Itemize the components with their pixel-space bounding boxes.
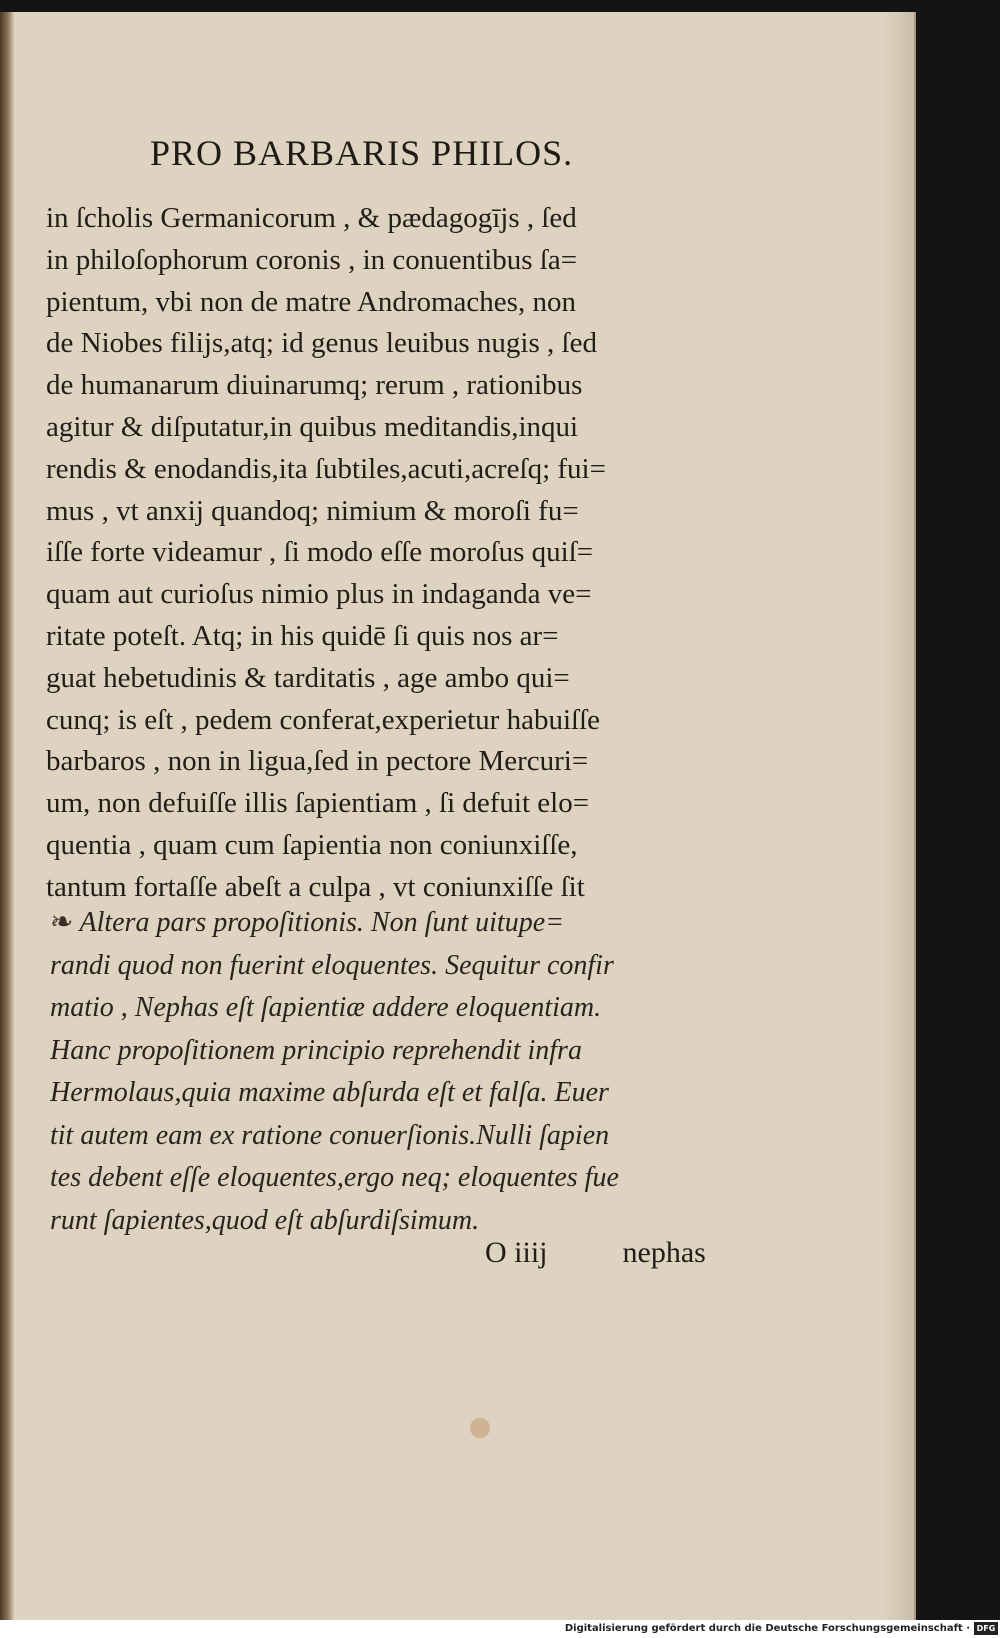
- paper-stain: [470, 1418, 490, 1438]
- text-line: tantum fortaſſe abeſt a culpa , vt coniunxiſſe ſit: [46, 870, 585, 903]
- page-edge-shade: [884, 12, 914, 1620]
- fleuron-icon: ❧: [50, 907, 74, 938]
- note-line: randi quod non fuerint eloquentes. Sequitur confir: [50, 949, 614, 981]
- text-line: pientum, vbi non de matre Andromaches, non: [46, 285, 576, 318]
- note-line-text: Altera pars propoſitionis. Non ſunt uitupe=: [79, 907, 565, 938]
- book-page: [0, 12, 916, 1620]
- text-line: mus , vt anxij quandoq; nimium & moroſi fu=: [46, 494, 579, 527]
- note-line: matio , Nephas eſt ſapientiæ addere eloquentiam.: [50, 992, 602, 1023]
- text-line: barbaros , non in ligua,ſed in pectore Mercuri=: [46, 745, 589, 778]
- text-line: de humanarum diuinarumq; rerum , rationibus: [46, 369, 583, 402]
- text-line: rendis & enodandis,ita ſubtiles,acuti,acreſq; fui=: [46, 452, 606, 485]
- text-line: in ſcholis Germanicorum , & pædagogījs , ſed: [46, 202, 577, 234]
- commentary-note: [50, 902, 730, 1242]
- text-line: quam aut curioſus nimio plus in indaganda ve=: [46, 578, 592, 611]
- text-line: cunq; is eſt , pedem conferat,experietur habuiſſe: [46, 703, 601, 736]
- note-line: runt ſapientes,quod eſt abſurdiſsimum.: [50, 1204, 480, 1236]
- digitization-banner: [0, 1620, 1000, 1638]
- text-line: de Niobes filijs,atq; id genus leuibus nugis , ſed: [46, 327, 597, 360]
- main-text: [46, 198, 726, 909]
- text-line: um, non defuiſſe illis ſapientiam , ſi defuit elo=: [46, 787, 590, 820]
- text-line: in philoſophorum coronis , in conuentibus ſa=: [46, 243, 578, 276]
- text-line: ritate poteſt. Atq; in his quidē ſi quis nos ar=: [46, 619, 559, 652]
- text-line: agitur & diſputatur,in quibus meditandis,inqui: [46, 410, 579, 443]
- catchword: nephas: [622, 1236, 706, 1269]
- page-spine-shadow: [0, 12, 14, 1620]
- funding-credit: Digitalisierung gefördert durch die Deutsche Forschungsgemeinschaft ·: [564, 1623, 970, 1634]
- note-line: tit autem eam ex ratione conuerſionis.Nulli ſapien: [50, 1119, 610, 1151]
- note-line: Hermolaus,quia maxime abſurda eſt et falſa. Euer: [50, 1077, 609, 1108]
- page-footer: [485, 1236, 735, 1270]
- running-title: PRO BARBARIS PHILOS.: [150, 133, 574, 173]
- signature-mark: O iiij: [485, 1236, 548, 1269]
- text-line: guat hebetudinis & tarditatis , age ambo qui=: [46, 661, 570, 694]
- note-line: tes debent eſſe eloquentes,ergo neq; eloquentes fue: [50, 1162, 619, 1193]
- note-line: Hanc propoſitionem principio reprehendit infra: [50, 1034, 582, 1066]
- note-line: [50, 902, 730, 945]
- text-line: iſſe forte videamur , ſi modo eſſe moroſus quiſ=: [46, 536, 594, 569]
- dfg-logo: DFG: [974, 1622, 998, 1635]
- text-line: quentia , quam cum ſapientia non coniunxiſſe,: [46, 828, 578, 861]
